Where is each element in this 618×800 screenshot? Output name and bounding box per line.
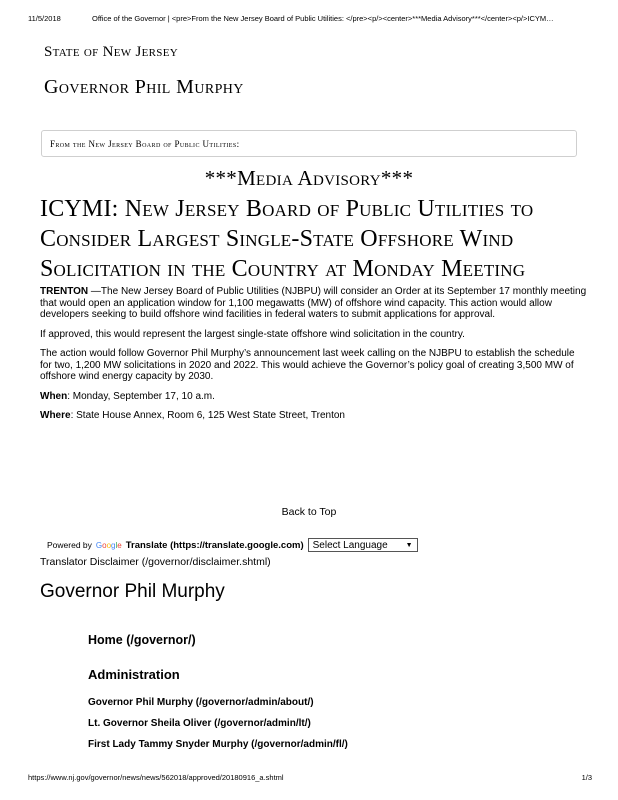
where-value: : State House Annex, Room 6, 125 West State Street, Trenton — [70, 410, 345, 421]
footer-title: Governor Phil Murphy — [40, 581, 225, 602]
when-value: : Monday, September 17, 10 a.m. — [67, 390, 215, 402]
where-label: Where — [40, 410, 71, 421]
press-release-body — [40, 286, 588, 430]
nav-link-governor[interactable]: Governor Phil Murphy (/governor/admin/about/) — [88, 697, 314, 708]
nav-link-lt-governor[interactable]: Lt. Governor Sheila Oliver (/governor/admin/lt/) — [88, 718, 311, 729]
translator-disclaimer-link[interactable]: Translator Disclaimer (/governor/disclaimer.shtml) — [40, 556, 271, 568]
dateline: TRENTON — [40, 286, 89, 297]
paragraph-3: The action would follow Governor Phil Murphy’s announcement last week calling on the NJBPU to establish the schedule for two, 1,200 MW solicitations in 2020 and 2022. This would achieve the Governor’s policy goal of creating 3,500 MW of offshore wind energy capacity by 2030. — [40, 348, 575, 382]
print-page-title: Office of the Governor | <pre>From the New Jersey Board of Public Utilities: </pre><p/><center>***Media Advisory***</center><p/>ICYM… — [92, 14, 554, 23]
state-name: State of New Jersey — [44, 44, 178, 60]
when-line — [40, 391, 588, 403]
print-url: https://www.nj.gov/governor/news/news/562018/approved/20180916_a.shtml — [28, 773, 284, 782]
nav-home-link[interactable]: Home (/governor/) — [88, 633, 196, 647]
governor-name-link[interactable]: Governor Phil Murphy — [44, 76, 244, 98]
google-logo: Google — [95, 540, 122, 550]
page-number: 1/3 — [581, 773, 592, 782]
press-release-headline: ICYMI: New Jersey Board of Public Utilities to Consider Largest Single-State Offshore Wind Solicitation in the Country at Monday Meeting — [40, 196, 534, 282]
translate-widget — [47, 538, 418, 552]
dropdown-arrow-icon: ▼ — [405, 541, 413, 549]
google-translate-link[interactable]: Translate (https://translate.google.com) — [125, 539, 304, 551]
paragraph-2: If approved, this would represent the largest single-state offshore wind solicitation in the country. — [40, 328, 465, 340]
when-label: When — [40, 390, 68, 402]
language-select-value: Select Language — [312, 539, 388, 551]
print-header — [28, 14, 592, 23]
print-footer — [28, 773, 592, 782]
where-line — [40, 410, 588, 422]
source-text: From the New Jersey Board of Public Utilities: — [50, 139, 240, 149]
nav-link-first-lady[interactable]: First Lady Tammy Snyder Murphy (/governor/admin/fl/) — [88, 739, 348, 750]
paragraph-1-text: —The New Jersey Board of Public Utilities (NJBPU) will consider an Order at its September 17 monthly meeting that would open an application window for 1,100 megawatts (MW) of offshore wind capacity. This action would allow developers seeking to build offshore wind facilities in federal waters to submit applications for approval. — [40, 286, 587, 320]
media-advisory-label: ***Media Advisory*** — [204, 166, 414, 190]
preformatted-source-box — [41, 130, 577, 157]
powered-by-label: Powered by — [47, 540, 92, 550]
administration-links — [88, 696, 348, 759]
paragraph-1 — [40, 286, 588, 321]
nav-administration-heading: Administration — [88, 667, 180, 682]
back-to-top-link[interactable]: Back to Top — [281, 506, 337, 518]
language-select[interactable] — [308, 538, 418, 552]
print-date: 11/5/2018 — [28, 14, 61, 23]
